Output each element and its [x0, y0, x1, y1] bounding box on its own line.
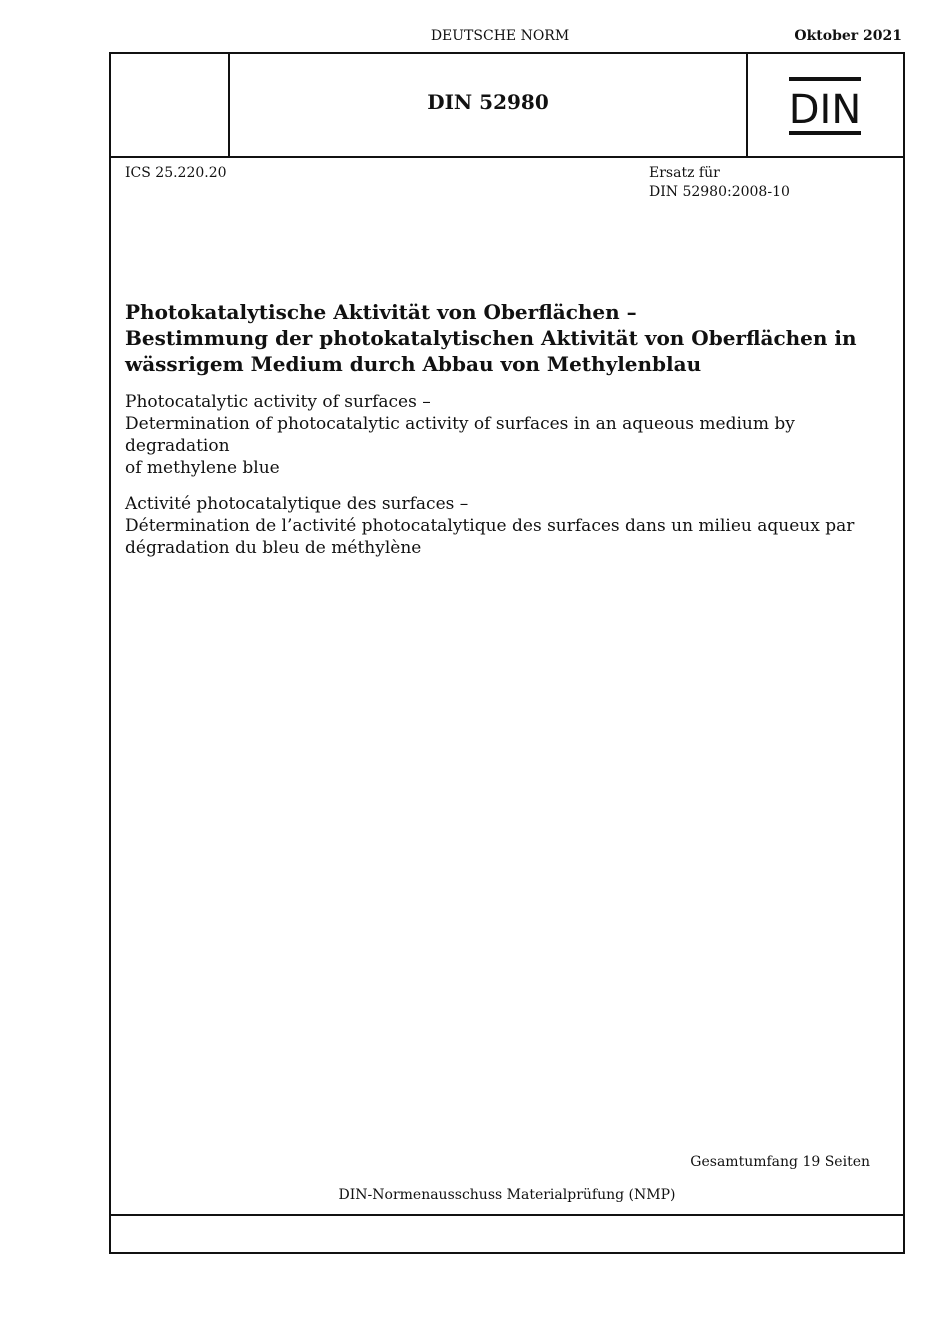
norm-type-label: DEUTSCHE NORM: [430, 28, 570, 44]
title-french-line: Détermination de l’activité photocatalytique des surfaces dans un milieu aqueux par: [125, 516, 855, 536]
page-count: Gesamtumfang 19 Seiten: [690, 1154, 870, 1170]
title-german-line: Photokatalytische Aktivität von Oberflächen –: [125, 300, 637, 324]
title-french-line: dégradation du bleu de méthylène: [125, 538, 422, 558]
title-block: [125, 299, 885, 559]
cover-frame: [109, 52, 905, 1254]
standards-committee: DIN-Normenausschuss Materialprüfung (NMP): [338, 1187, 676, 1203]
title-german-line: wässrigem Medium durch Abbau von Methylenblau: [125, 352, 702, 376]
footer-divider: [111, 1214, 903, 1216]
header-divider-right: [746, 54, 748, 156]
replaces-label: Ersatz für: [649, 165, 720, 181]
title-french-line: Activité photocatalytique des surfaces –: [125, 494, 469, 514]
title-french: [125, 493, 885, 559]
din-logo-text: DIN: [788, 87, 862, 133]
title-german-line: Bestimmung der photokatalytischen Aktivität von Oberflächen in: [125, 326, 857, 350]
title-english-line: Photocatalytic activity of surfaces –: [125, 392, 431, 412]
title-english-line: Determination of photocatalytic activity of surfaces in an aqueous medium by degradation: [125, 414, 795, 456]
title-english-line: of methylene blue: [125, 458, 280, 478]
publication-date: Oktober 2021: [794, 28, 902, 44]
title-german: [125, 299, 885, 377]
header-row: [111, 54, 903, 158]
title-english: [125, 391, 885, 479]
document-number: DIN 52980: [427, 90, 549, 114]
replaces-document: DIN 52980:2008-10: [649, 184, 790, 200]
ics-code: ICS 25.220.20: [125, 165, 227, 181]
replaces-block: [649, 164, 790, 202]
din-logo: [787, 77, 863, 135]
